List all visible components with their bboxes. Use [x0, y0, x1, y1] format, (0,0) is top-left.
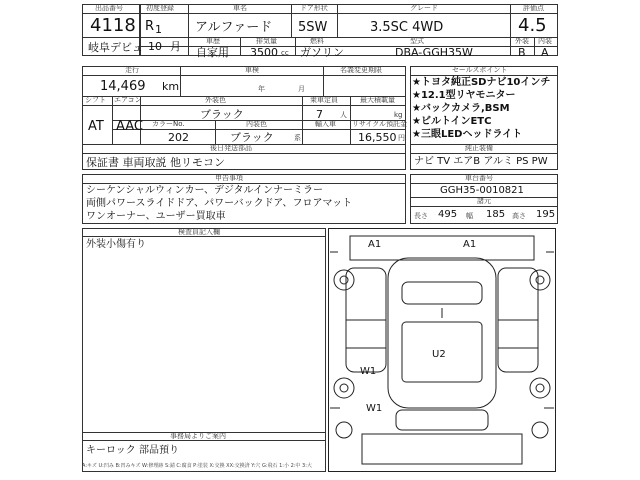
- int-grade: A: [541, 46, 549, 59]
- grade: 3.5SC 4WD: [370, 20, 444, 35]
- interior-color: ブラック: [230, 131, 274, 144]
- yen-unit: 円: [398, 134, 405, 142]
- insp-year-unit: 年: [258, 85, 265, 93]
- note-item: ★12.1型リヤモニター: [412, 90, 516, 101]
- ac: AAC: [116, 119, 143, 134]
- recycle-label: リサイクル預託金: [352, 120, 408, 128]
- capacity-label: 乗車定員: [310, 96, 338, 104]
- era: R: [145, 19, 155, 34]
- interior-suffix: 系: [294, 134, 301, 142]
- model-label: 車名: [233, 4, 247, 12]
- lot-number: 4118: [90, 15, 136, 36]
- capacity-unit: 人: [340, 111, 347, 119]
- lot-label: 出品番号: [95, 4, 123, 12]
- parts-label: 後日発送部品: [210, 144, 252, 152]
- fuel-label: 燃料: [310, 37, 324, 45]
- note-item: ★三眼LEDヘッドライト: [412, 129, 523, 140]
- doors-label: ドア形状: [300, 4, 328, 12]
- notes-label: セールスポイント: [452, 66, 508, 74]
- interior-label: 内装色: [246, 120, 267, 128]
- ext-grade: B: [518, 46, 526, 59]
- color-no: 202: [168, 131, 189, 144]
- ac-label: エアコン: [114, 96, 142, 104]
- length-label: 長さ: [414, 212, 428, 220]
- title-label: 名義変更期限: [340, 66, 382, 74]
- damage-mark: U2: [432, 349, 446, 360]
- capacity: 7: [316, 108, 323, 121]
- note-item: ★バックカメラ,BSM: [412, 103, 510, 114]
- exterior-color: ブラック: [200, 108, 244, 121]
- shift-label: シフト: [85, 96, 106, 104]
- declared-line: 両側パワースライドドア、パワーバックドア、フロアマット: [86, 198, 353, 209]
- class-label: 車歴: [206, 37, 220, 45]
- width-label: 幅: [466, 212, 473, 220]
- load-unit: kg: [394, 111, 403, 119]
- grade-label: グレード: [410, 4, 438, 12]
- declared-line: シーケンシャルウィンカー、デジタルインナーミラー: [86, 185, 323, 196]
- declared-label: 申告事項: [215, 174, 243, 182]
- length: 495: [438, 209, 458, 220]
- shift: AT: [88, 119, 104, 134]
- dims-label: 諸元: [477, 197, 491, 205]
- doors: 5SW: [298, 20, 328, 35]
- color-label: 外装色: [205, 96, 226, 104]
- mileage-label: 走行: [125, 66, 139, 74]
- note-item: ★トヨタ純正SDナビ10インチ: [412, 77, 551, 88]
- mileage: 14,469: [100, 79, 146, 94]
- color-no-label: カラーNo.: [152, 120, 185, 128]
- note-item: ★ビルトインETC: [412, 116, 492, 127]
- inspector-label: 検査員記入欄: [178, 228, 220, 236]
- office-label: 事務局よりご案内: [170, 432, 226, 440]
- era-year: 1: [155, 23, 162, 36]
- fuel: ガソリン: [300, 46, 344, 59]
- reg-month: 10: [148, 40, 162, 53]
- equipment: ナビ TV エアB アルミ PS PW: [414, 156, 548, 167]
- legend: A:キズ U:凹み B:凹みキズ W:修理跡 S:錆 C:腐食 P:塗装 X:交換 XX:交換済 Y:穴 G:飛石 1:小 2:中 3:大: [82, 463, 312, 469]
- cc-unit: cc: [281, 49, 289, 57]
- km-unit: km: [162, 80, 180, 93]
- first-reg-label: 初度登録: [146, 4, 174, 12]
- office-note: キーロック 部品預り: [86, 445, 179, 456]
- import-label: 輸入車: [315, 120, 336, 128]
- height-label: 高さ: [512, 212, 526, 220]
- score: 4.5: [518, 15, 547, 36]
- month-unit: 月: [170, 40, 181, 53]
- load-label: 最大積載量: [360, 96, 395, 104]
- ext-label: 外装: [515, 37, 529, 45]
- height: 195: [536, 209, 556, 220]
- type-label: 型式: [410, 37, 424, 45]
- parts: 保証書 車両取説 他リモコン: [86, 156, 225, 169]
- damage-mark: W1: [360, 366, 377, 377]
- type: DBA-GGH35W: [395, 46, 473, 59]
- int-label: 内装: [538, 37, 552, 45]
- damage-mark: A1: [368, 239, 382, 250]
- model: アルファード: [195, 20, 273, 35]
- score-label: 評価点: [523, 4, 544, 12]
- vehicle-class: 自家用: [196, 46, 229, 59]
- inspection-label: 車検: [245, 66, 259, 74]
- equip-label: 純正装備: [465, 144, 493, 152]
- damage-mark: A1: [463, 239, 477, 250]
- declared-line: ワンオーナー、ユーザー買取車: [86, 211, 226, 222]
- chassis-number: GGH35-0010821: [440, 185, 524, 196]
- chassis-label: 車台番号: [465, 174, 493, 182]
- inspector-note: 外装小傷有り: [86, 239, 146, 250]
- disp-label: 排気量: [256, 37, 277, 45]
- width: 185: [486, 209, 506, 220]
- recycle-fee: 16,550: [358, 131, 397, 144]
- damage-mark: W1: [366, 403, 383, 414]
- insp-month-unit: 月: [298, 85, 305, 93]
- venue: 岐阜デビュ: [88, 41, 143, 54]
- displacement: 3500: [250, 46, 278, 59]
